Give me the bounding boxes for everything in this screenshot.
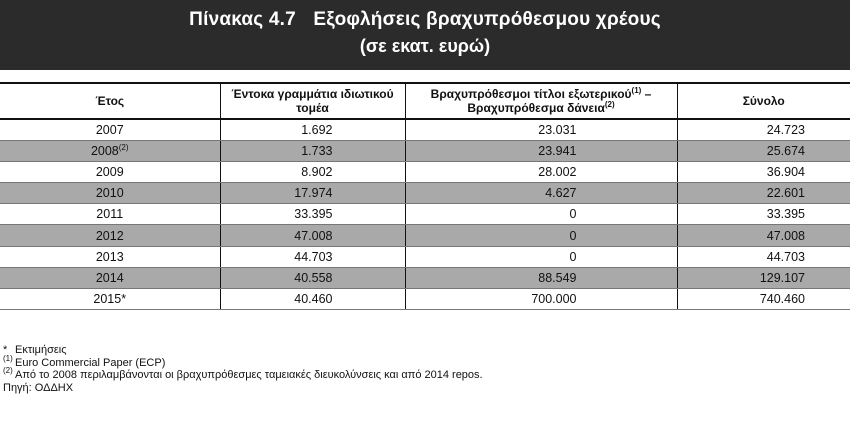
treasury-bills-cell: [220, 225, 405, 246]
treasury-bills-cell: [220, 161, 405, 182]
total-cell-value: 22.601: [766, 186, 805, 201]
header-total: Σύνολο: [677, 83, 850, 119]
table-row: [0, 246, 850, 267]
treasury-bills-cell-value: 17.974: [294, 186, 333, 201]
short-term-foreign-cell-value: 23.031: [538, 122, 577, 137]
treasury-bills-cell-value: 1.733: [301, 143, 333, 158]
year-cell-value: 2012: [95, 228, 124, 243]
header-row: [0, 83, 850, 119]
total-cell: [677, 119, 850, 140]
total-cell-value: 25.674: [766, 143, 805, 158]
footnotes: [3, 344, 843, 394]
year-footnote-ref: (2): [118, 142, 129, 152]
header-year: Έτος: [0, 83, 220, 119]
table-row: [0, 119, 850, 140]
short-term-foreign-cell: [405, 289, 677, 310]
source-note: Πηγή: ΟΔΔΗΧ: [3, 381, 74, 394]
header-short-term-foreign-b: – Βραχυπρόθεσμα δάνεια: [467, 87, 652, 115]
total-cell: [677, 225, 850, 246]
treasury-bills-cell-value: 44.703: [294, 249, 333, 264]
year-cell: [0, 204, 220, 225]
year-cell-value: 2007: [95, 122, 124, 137]
total-cell: [677, 161, 850, 182]
table-row: [0, 161, 850, 182]
total-cell-value: 129.107: [759, 270, 805, 285]
year-cell: [0, 225, 220, 246]
short-term-foreign-cell: [405, 204, 677, 225]
header-short-term-foreign-a: Βραχυπρόθεσμοι τίτλοι εξωτερικού: [430, 87, 632, 101]
treasury-bills-cell: [220, 140, 405, 161]
treasury-bills-cell-value: 8.902: [301, 164, 333, 179]
year-cell: [0, 289, 220, 310]
short-term-foreign-cell-value: 88.549: [538, 270, 577, 285]
treasury-bills-cell: [220, 289, 405, 310]
table-row: [0, 140, 850, 161]
treasury-bills-cell: [220, 204, 405, 225]
footnote-ref-2: (2): [604, 100, 615, 109]
footnote-2: $^{(2)}$ Από το 2008 περιλαμβάνονται οι βραχυπρόθεσμες ταμειακές διευκολύνσεις και από 2014 repos.: [3, 366, 483, 381]
total-cell: [677, 289, 850, 310]
footnote-2-text: Από το 2008 περιλαμβάνονται οι βραχυπρόθεσμες ταμειακές διευκολύνσεις και από 2014 repos.: [15, 369, 483, 381]
short-term-foreign-cell-value: 700.000: [531, 292, 577, 307]
table-subtitle: (σε εκατ. ευρώ): [359, 36, 491, 56]
footnote-1: $^{(1)}$ Euro Commercial Paper (ECP): [3, 353, 166, 369]
short-term-foreign-cell-value: 4.627: [545, 186, 577, 201]
total-cell-value: 47.008: [766, 228, 805, 243]
year-cell-value: 2011: [96, 207, 124, 222]
year-cell: [0, 246, 220, 267]
total-cell-value: 740.460: [759, 292, 805, 307]
table-row: [0, 204, 850, 225]
footnote-estimates: [3, 344, 843, 357]
total-cell-value: 36.904: [766, 164, 805, 179]
table-row: [0, 289, 850, 310]
footnote-star-mark: *: [3, 344, 8, 356]
treasury-bills-cell-value: 40.460: [294, 292, 333, 307]
year-cell-value: 2009: [95, 164, 124, 179]
treasury-bills-cell-value: 1.692: [301, 122, 333, 137]
total-cell: [677, 267, 850, 288]
short-term-foreign-cell-value: 23.941: [538, 143, 577, 158]
table-row: [0, 225, 850, 246]
short-term-foreign-cell: [405, 183, 677, 204]
total-cell: [677, 140, 850, 161]
treasury-bills-cell-value: 40.558: [294, 270, 333, 285]
year-cell: [0, 183, 220, 204]
total-cell: [677, 246, 850, 267]
table-title: [0, 9, 850, 31]
year-cell-value: 2008: [90, 143, 119, 158]
total-cell-value: 24.723: [766, 122, 805, 137]
short-term-foreign-cell: [405, 161, 677, 182]
treasury-bills-cell: [220, 246, 405, 267]
treasury-bills-cell-value: 33.395: [294, 207, 333, 222]
table-row: [0, 267, 850, 288]
footnote-star-text: Εκτιμήσεις: [15, 344, 67, 356]
table-title-banner: [0, 0, 850, 70]
short-term-foreign-cell: [405, 140, 677, 161]
short-term-foreign-cell-value: 28.002: [538, 164, 577, 179]
year-cell: [0, 119, 220, 140]
treasury-bills-cell: [220, 267, 405, 288]
debt-repayment-table: [0, 82, 850, 310]
year-cell: [0, 161, 220, 182]
year-cell-value: 2010: [95, 186, 124, 201]
footnote-1-text: Euro Commercial Paper (ECP): [15, 356, 166, 369]
total-cell: [677, 204, 850, 225]
year-cell-value: 2014: [95, 270, 124, 285]
table-number: Πίνακας 4.7: [189, 9, 296, 30]
treasury-bills-cell: [220, 119, 405, 140]
table-row: [0, 183, 850, 204]
total-cell: [677, 183, 850, 204]
total-cell-value: 33.395: [766, 207, 805, 222]
short-term-foreign-cell-value: 0: [569, 249, 577, 264]
year-cell-value: 2013: [95, 249, 124, 264]
year-cell: [0, 140, 220, 161]
short-term-foreign-cell: [405, 267, 677, 288]
short-term-foreign-cell-value: 0: [569, 207, 577, 222]
footnote-ref-1: (1): [631, 86, 642, 95]
header-treasury-bills: Έντοκα γραμμάτια ιδιωτικού τομέα: [220, 83, 405, 119]
total-cell-value: 44.703: [766, 249, 805, 264]
year-cell: [0, 267, 220, 288]
treasury-bills-cell-value: 47.008: [294, 228, 333, 243]
treasury-bills-cell: [220, 183, 405, 204]
table-title-text: Εξοφλήσεις βραχυπρόθεσμου χρέους: [313, 9, 661, 30]
short-term-foreign-cell: [405, 246, 677, 267]
short-term-foreign-cell-value: 0: [569, 228, 577, 243]
year-cell-value: 2015*: [93, 292, 127, 307]
short-term-foreign-cell: [405, 119, 677, 140]
short-term-foreign-cell: [405, 225, 677, 246]
header-short-term-foreign: [405, 83, 677, 119]
